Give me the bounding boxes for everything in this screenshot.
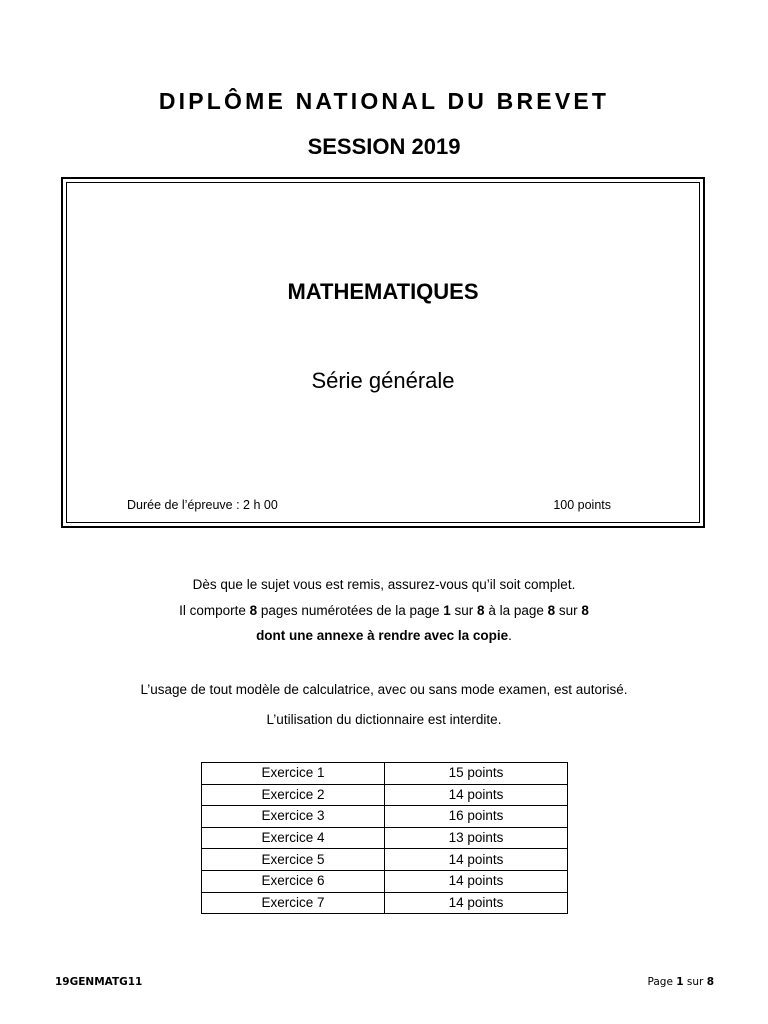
table-row: [202, 784, 568, 806]
exercise-points-table: [201, 762, 568, 914]
exercise-name: Exercice 5: [202, 849, 385, 871]
instruction-line-3: dont une annexe à rendre avec la copie.: [256, 628, 512, 643]
dictionary-rule: L’utilisation du dictionnaire est interdite.: [266, 712, 502, 727]
exercise-points: 14 points: [385, 892, 568, 914]
exercise-name: Exercice 6: [202, 870, 385, 892]
session-label: SESSION 2019: [307, 134, 461, 159]
exercise-name: Exercice 2: [202, 784, 385, 806]
exercise-name: Exercice 3: [202, 806, 385, 828]
table-row: [202, 849, 568, 871]
subject-title: MATHEMATIQUES: [287, 279, 479, 304]
exercise-points: 15 points: [385, 763, 568, 785]
subject-box: [61, 177, 705, 528]
exercise-points: 16 points: [385, 806, 568, 828]
document-code: 19GENMATG11: [55, 976, 143, 988]
exercise-points: 14 points: [385, 784, 568, 806]
exercise-name: Exercice 4: [202, 827, 385, 849]
table-row: [202, 892, 568, 914]
total-points-label: 100 points: [553, 498, 611, 512]
calculator-rule: L’usage de tout modèle de calculatrice, avec ou sans mode examen, est autorisé.: [140, 682, 628, 697]
exercise-points: 14 points: [385, 849, 568, 871]
subject-box-inner: [66, 182, 700, 523]
exercise-name: Exercice 1: [202, 763, 385, 785]
exam-title: DIPLÔME NATIONAL DU BREVET: [158, 88, 610, 114]
exercise-points: 13 points: [385, 827, 568, 849]
table-row: [202, 870, 568, 892]
exercise-points: 14 points: [385, 870, 568, 892]
duration-label: Durée de l’épreuve : 2 h 00: [127, 498, 278, 512]
table-row: [202, 827, 568, 849]
table-row: [202, 806, 568, 828]
exercise-name: Exercice 7: [202, 892, 385, 914]
instruction-line-1: Dès que le sujet vous est remis, assurez-vous qu’il soit complet.: [192, 577, 576, 592]
page-number: Page 1 sur 8: [647, 976, 714, 988]
table-row: [202, 763, 568, 785]
serie-label: Série générale: [311, 368, 455, 393]
instruction-line-2: Il comporte 8 pages numérotées de la page 1 sur 8 à la page 8 sur 8: [179, 603, 589, 618]
